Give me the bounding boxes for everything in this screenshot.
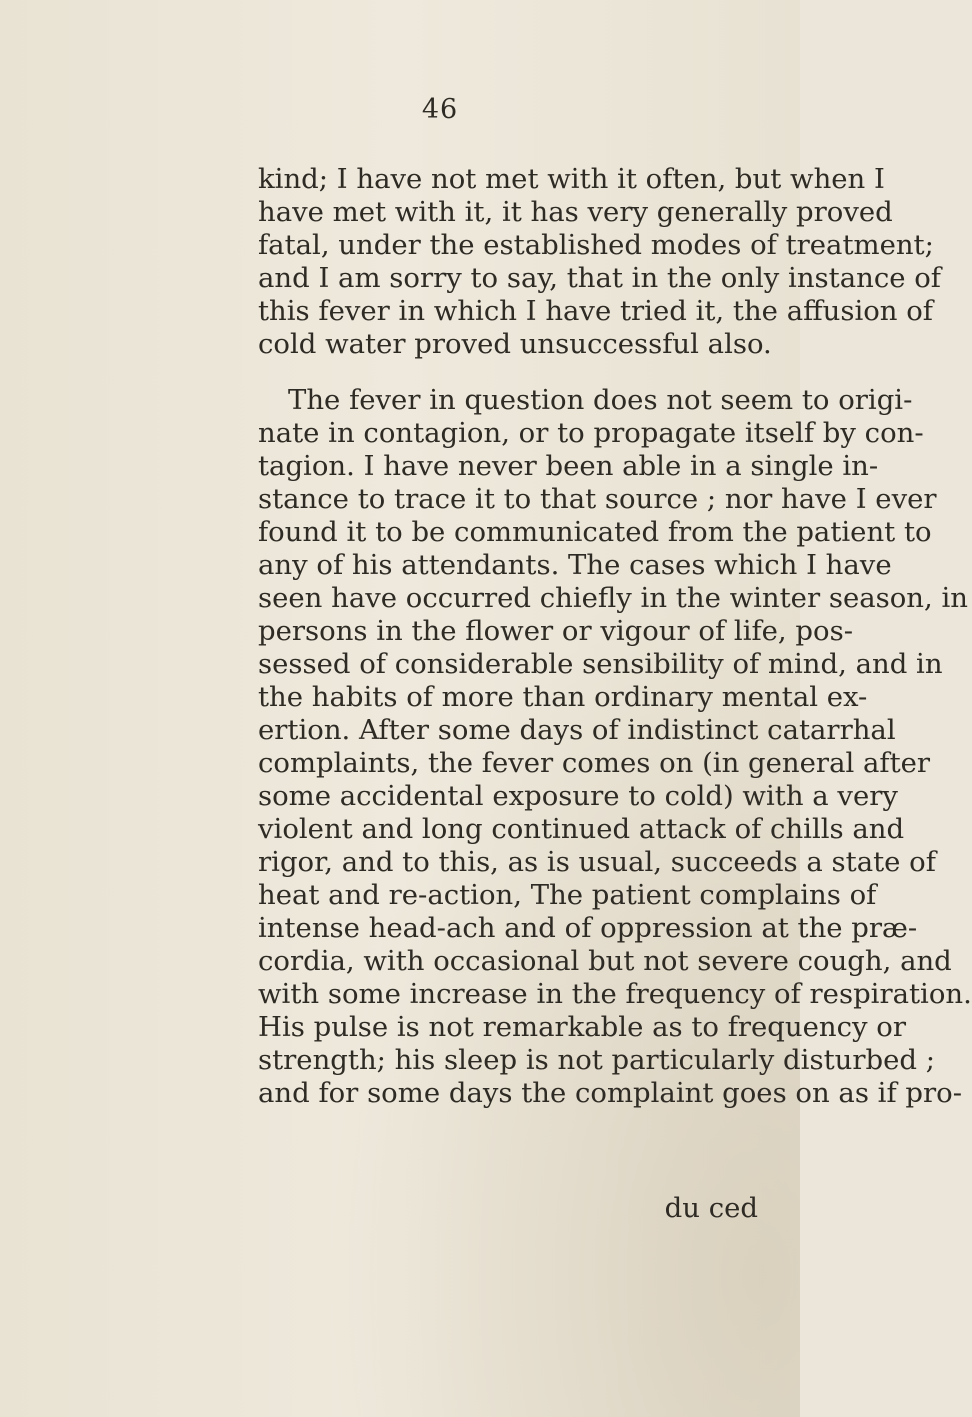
text-line-4: and I am sorry to say, that in the only instance of [258, 262, 941, 294]
text-line-3: fatal, under the established modes of treatment; [258, 229, 934, 261]
text-line-10: stance to trace it to that source ; nor have I ever [258, 483, 937, 515]
text-line-14: persons in the flower or vigour of life, pos- [258, 615, 853, 647]
text-line-2: have met with it, it has very generally proved [258, 196, 893, 228]
text-line-11: found it to be communicated from the patient to [258, 516, 932, 548]
text-line-17: ertion. After some days of indistinct catarrhal [258, 714, 896, 746]
text-line-15: sessed of considerable sensibility of mind, and in [258, 648, 943, 680]
text-line-22: heat and re-action, The patient complains of [258, 879, 877, 911]
text-line-5: this fever in which I have tried it, the affusion of [258, 295, 933, 327]
text-line-16: the habits of more than ordinary mental ex- [258, 681, 868, 713]
text-line-27: strength; his sleep is not particularly disturbed ; [258, 1044, 935, 1076]
text-line-9: tagion. I have never been able in a single in- [258, 450, 879, 482]
text-line-28: and for some days the complaint goes on as if pro- [258, 1077, 962, 1109]
text-line-13: seen have occurred chiefly in the winter season, in [258, 582, 968, 614]
text-line-24: cordia, with occasional but not severe cough, and [258, 945, 952, 977]
text-line-25: with some increase in the frequency of respiration. [258, 978, 972, 1010]
text-line-6: cold water proved unsuccessful also. [258, 328, 772, 360]
catchword: du ced [664, 1192, 758, 1224]
text-line-12: any of his attendants. The cases which I have [258, 549, 892, 581]
text-line-7: The fever in question does not seem to origi- [288, 384, 913, 416]
text-line-1: kind; I have not met with it often, but when I [258, 163, 885, 195]
text-line-18: complaints, the fever comes on (in general after [258, 747, 931, 779]
text-line-19: some accidental exposure to cold) with a very [258, 780, 898, 812]
text-line-20: violent and long continued attack of chills and [258, 813, 905, 845]
text-line-8: nate in contagion, or to propagate itself by con- [258, 417, 924, 449]
text-line-26: His pulse is not remarkable as to frequency or [258, 1011, 906, 1043]
text-line-21: rigor, and to this, as is usual, succeeds a state of [258, 846, 936, 878]
page-number: 46 [421, 94, 459, 125]
text-line-23: intense head-ach and of oppression at the præ- [258, 912, 918, 944]
